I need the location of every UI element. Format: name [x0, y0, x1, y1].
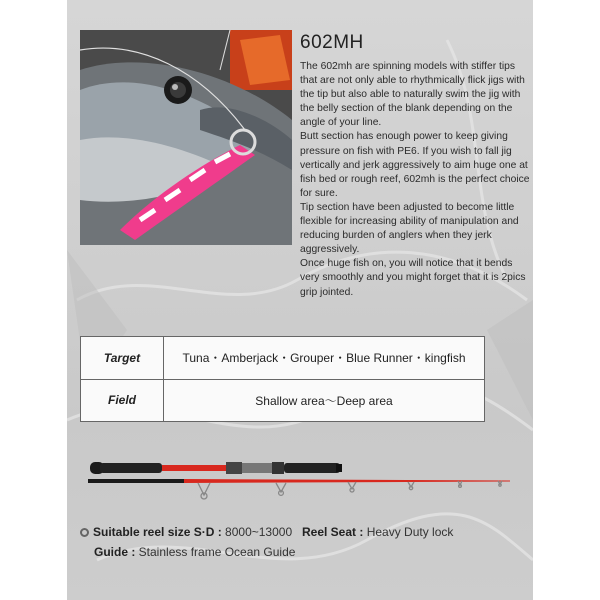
guide-spec: [94, 545, 295, 559]
guide-value: Stainless frame Ocean Guide: [138, 545, 296, 559]
target-label: Target: [81, 337, 164, 380]
reel-seat-value: Heavy Duty lock: [366, 525, 454, 539]
reel-seat-spec: [302, 525, 453, 539]
reel-size-label: Suitable reel size S·D :: [93, 525, 226, 539]
reel-bullet-icon: [80, 528, 89, 537]
description-paragraph: Once huge fish on, you will notice that it bends very smoothly and you might forget that it is 2pics grip jointed.: [300, 258, 526, 298]
guide-label: Guide :: [94, 545, 139, 559]
field-value: Shallow area～Deep area: [164, 379, 485, 422]
rod-image: [86, 455, 514, 505]
reel-size-spec: [80, 525, 292, 539]
reel-size-value: 8000~13000: [225, 525, 293, 539]
reel-seat-label: Reel Seat :: [302, 525, 367, 539]
table-row-target: [81, 337, 485, 380]
product-description: [300, 60, 532, 300]
description-paragraph: Butt section has enough power to keep giving pressure on fish with PE6. If you wish to fall jig vertically and jerk aggressively to aim huge one at fish bed or rough reef, 602mh is the perfect choice for sure.: [300, 131, 530, 199]
description-paragraph: Tip section have been adjusted to become little flexible for increasing ability of manipulation and reducing burden of anglers when they jerk aggressively.: [300, 201, 519, 256]
target-field-table: [80, 336, 485, 422]
target-value: Tuna・Amberjack・Grouper・Blue Runner・kingfish: [164, 337, 485, 380]
product-title: 602MH: [300, 32, 364, 53]
description-paragraph: The 602mh are spinning models with stiffer tips that are not only able to rhythmically flick jigs with the tip but also able to naturally swim the jig with the belly section of the blank depending on the angle of your line.: [300, 61, 525, 129]
table-row-field: [81, 379, 485, 422]
field-label: Field: [81, 379, 164, 422]
product-photo: [80, 30, 292, 245]
